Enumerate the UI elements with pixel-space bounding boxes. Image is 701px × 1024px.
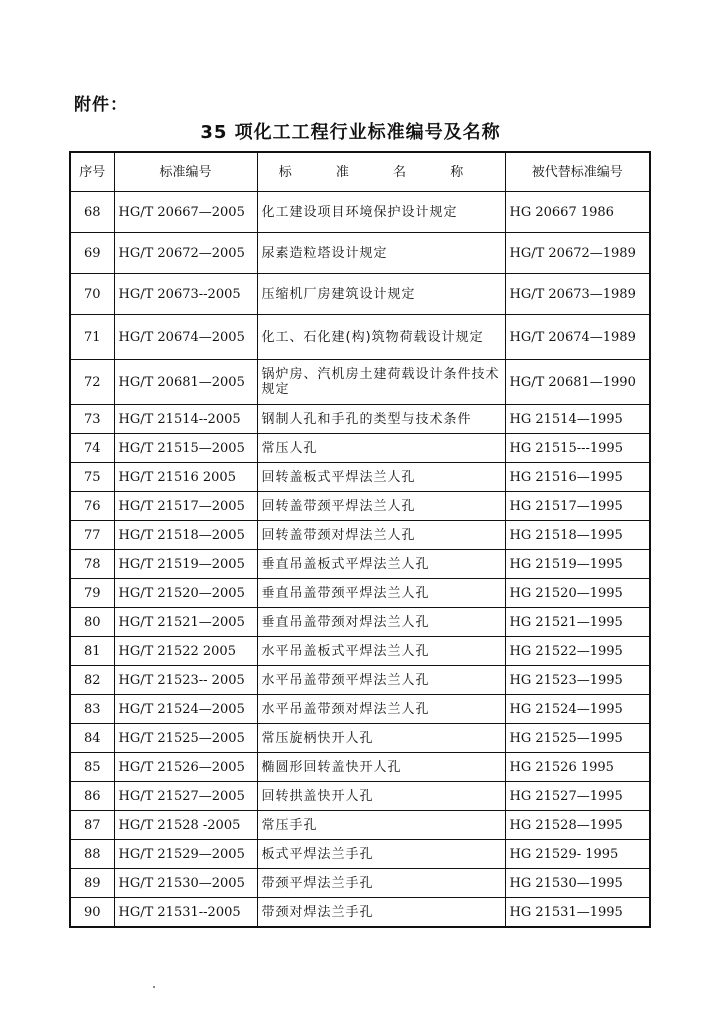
table-row <box>70 753 650 782</box>
table-row <box>70 434 650 463</box>
cell-replaced: HG 21525—1995 <box>505 724 650 753</box>
table-row <box>70 608 650 637</box>
table-row <box>70 233 650 274</box>
cell-code: HG/T 20667—2005 <box>114 192 257 233</box>
cell-code: HG/T 21514--2005 <box>114 405 257 434</box>
table-body <box>70 192 650 928</box>
cell-replaced: HG 21531—1995 <box>505 898 650 928</box>
cell-index: 75 <box>70 463 114 492</box>
table-row <box>70 405 650 434</box>
table-row <box>70 463 650 492</box>
cell-name: 带颈平焊法兰手孔 <box>257 869 505 898</box>
cell-name: 垂直吊盖带颈平焊法兰人孔 <box>257 579 505 608</box>
cell-name: 水平吊盖带颈对焊法兰人孔 <box>257 695 505 724</box>
cell-code: HG/T 21525—2005 <box>114 724 257 753</box>
cell-name: 回转盖带颈对焊法兰人孔 <box>257 521 505 550</box>
table-row <box>70 782 650 811</box>
cell-replaced: HG/T 20673—1989 <box>505 274 650 315</box>
table-row <box>70 869 650 898</box>
cell-index: 74 <box>70 434 114 463</box>
table-row <box>70 521 650 550</box>
cell-name: 钢制人孔和手孔的类型与技术条件 <box>257 405 505 434</box>
cell-name: 水平吊盖带颈平焊法兰人孔 <box>257 666 505 695</box>
table-row <box>70 637 650 666</box>
cell-code: HG/T 21530—2005 <box>114 869 257 898</box>
cell-index: 83 <box>70 695 114 724</box>
cell-name: 锅炉房、汽机房土建荷载设计条件技术规定 <box>257 360 505 405</box>
cell-name: 回转盖板式平焊法兰人孔 <box>257 463 505 492</box>
cell-replaced: HG 21526 1995 <box>505 753 650 782</box>
cell-replaced: HG 21518—1995 <box>505 521 650 550</box>
cell-index: 69 <box>70 233 114 274</box>
header-code: 标准编号 <box>114 152 257 192</box>
cell-name: 垂直吊盖板式平焊法兰人孔 <box>257 550 505 579</box>
cell-replaced: HG 21520—1995 <box>505 579 650 608</box>
cell-index: 86 <box>70 782 114 811</box>
cell-code: HG/T 20681—2005 <box>114 360 257 405</box>
cell-code: HG/T 21524—2005 <box>114 695 257 724</box>
cell-code: HG/T 21522 2005 <box>114 637 257 666</box>
cell-index: 77 <box>70 521 114 550</box>
cell-index: 84 <box>70 724 114 753</box>
cell-code: HG/T 21531--2005 <box>114 898 257 928</box>
cell-name: 回转拱盖快开人孔 <box>257 782 505 811</box>
cell-name: 带颈对焊法兰手孔 <box>257 898 505 928</box>
header-replaced: 被代替标准编号 <box>505 152 650 192</box>
cell-index: 87 <box>70 811 114 840</box>
cell-replaced: HG 21530—1995 <box>505 869 650 898</box>
table-header-row <box>70 152 650 192</box>
cell-code: HG/T 21523-- 2005 <box>114 666 257 695</box>
cell-index: 85 <box>70 753 114 782</box>
table-row <box>70 274 650 315</box>
cell-name: 尿素造粒塔设计规定 <box>257 233 505 274</box>
cell-index: 79 <box>70 579 114 608</box>
table-row <box>70 666 650 695</box>
cell-code: HG/T 21516 2005 <box>114 463 257 492</box>
cell-index: 72 <box>70 360 114 405</box>
cell-replaced: HG 21521—1995 <box>505 608 650 637</box>
cell-replaced: HG 21522—1995 <box>505 637 650 666</box>
cell-index: 68 <box>70 192 114 233</box>
cell-index: 76 <box>70 492 114 521</box>
table-row <box>70 898 650 928</box>
table-row <box>70 192 650 233</box>
cell-index: 78 <box>70 550 114 579</box>
cell-code: HG/T 21520—2005 <box>114 579 257 608</box>
cell-index: 88 <box>70 840 114 869</box>
table-row <box>70 811 650 840</box>
page-title: 35 项化工工程行业标准编号及名称 <box>200 122 501 143</box>
attachment-label: 附件： <box>74 95 128 115</box>
cell-replaced: HG 21514—1995 <box>505 405 650 434</box>
cell-replaced: HG 21524—1995 <box>505 695 650 724</box>
cell-replaced: HG 21517—1995 <box>505 492 650 521</box>
cell-code: HG/T 20673--2005 <box>114 274 257 315</box>
cell-replaced: HG 21516—1995 <box>505 463 650 492</box>
cell-index: 82 <box>70 666 114 695</box>
cell-replaced: HG 21529- 1995 <box>505 840 650 869</box>
cell-replaced: HG 20667 1986 <box>505 192 650 233</box>
cell-index: 80 <box>70 608 114 637</box>
header-name: 标 准 名 称 <box>257 152 505 192</box>
cell-name: 水平吊盖板式平焊法兰人孔 <box>257 637 505 666</box>
cell-code: HG/T 21526—2005 <box>114 753 257 782</box>
cell-code: HG/T 21517—2005 <box>114 492 257 521</box>
cell-replaced: HG/T 20681—1990 <box>505 360 650 405</box>
cell-index: 89 <box>70 869 114 898</box>
cell-code: HG/T 21518—2005 <box>114 521 257 550</box>
cell-name: 化工建设项目环境保护设计规定 <box>257 192 505 233</box>
cell-name: 椭圆形回转盖快开人孔 <box>257 753 505 782</box>
cell-index: 70 <box>70 274 114 315</box>
cell-index: 81 <box>70 637 114 666</box>
table-row <box>70 724 650 753</box>
cell-name: 回转盖带颈平焊法兰人孔 <box>257 492 505 521</box>
cell-replaced: HG 21528—1995 <box>505 811 650 840</box>
cell-code: HG/T 21528 -2005 <box>114 811 257 840</box>
cell-replaced: HG 21515---1995 <box>505 434 650 463</box>
cell-code: HG/T 20672—2005 <box>114 233 257 274</box>
scan-speck <box>153 986 155 988</box>
cell-index: 73 <box>70 405 114 434</box>
cell-code: HG/T 20674—2005 <box>114 315 257 360</box>
cell-replaced: HG/T 20674—1989 <box>505 315 650 360</box>
cell-name: 常压人孔 <box>257 434 505 463</box>
cell-index: 71 <box>70 315 114 360</box>
table-row <box>70 550 650 579</box>
cell-replaced: HG 21519—1995 <box>505 550 650 579</box>
cell-code: HG/T 21529—2005 <box>114 840 257 869</box>
cell-code: HG/T 21527—2005 <box>114 782 257 811</box>
cell-replaced: HG/T 20672—1989 <box>505 233 650 274</box>
cell-name: 常压旋柄快开人孔 <box>257 724 505 753</box>
table-row <box>70 579 650 608</box>
cell-replaced: HG 21527—1995 <box>505 782 650 811</box>
table-row <box>70 315 650 360</box>
cell-name: 常压手孔 <box>257 811 505 840</box>
cell-name: 垂直吊盖带颈对焊法兰人孔 <box>257 608 505 637</box>
cell-name: 化工、石化建(构)筑物荷载设计规定 <box>257 315 505 360</box>
cell-name: 板式平焊法兰手孔 <box>257 840 505 869</box>
table-row <box>70 695 650 724</box>
cell-code: HG/T 21519—2005 <box>114 550 257 579</box>
cell-code: HG/T 21515—2005 <box>114 434 257 463</box>
table-row <box>70 492 650 521</box>
header-index: 序号 <box>70 152 114 192</box>
cell-code: HG/T 21521—2005 <box>114 608 257 637</box>
table-row <box>70 360 650 405</box>
standards-table <box>69 151 651 928</box>
table-row <box>70 840 650 869</box>
cell-index: 90 <box>70 898 114 928</box>
cell-name: 压缩机厂房建筑设计规定 <box>257 274 505 315</box>
cell-replaced: HG 21523—1995 <box>505 666 650 695</box>
